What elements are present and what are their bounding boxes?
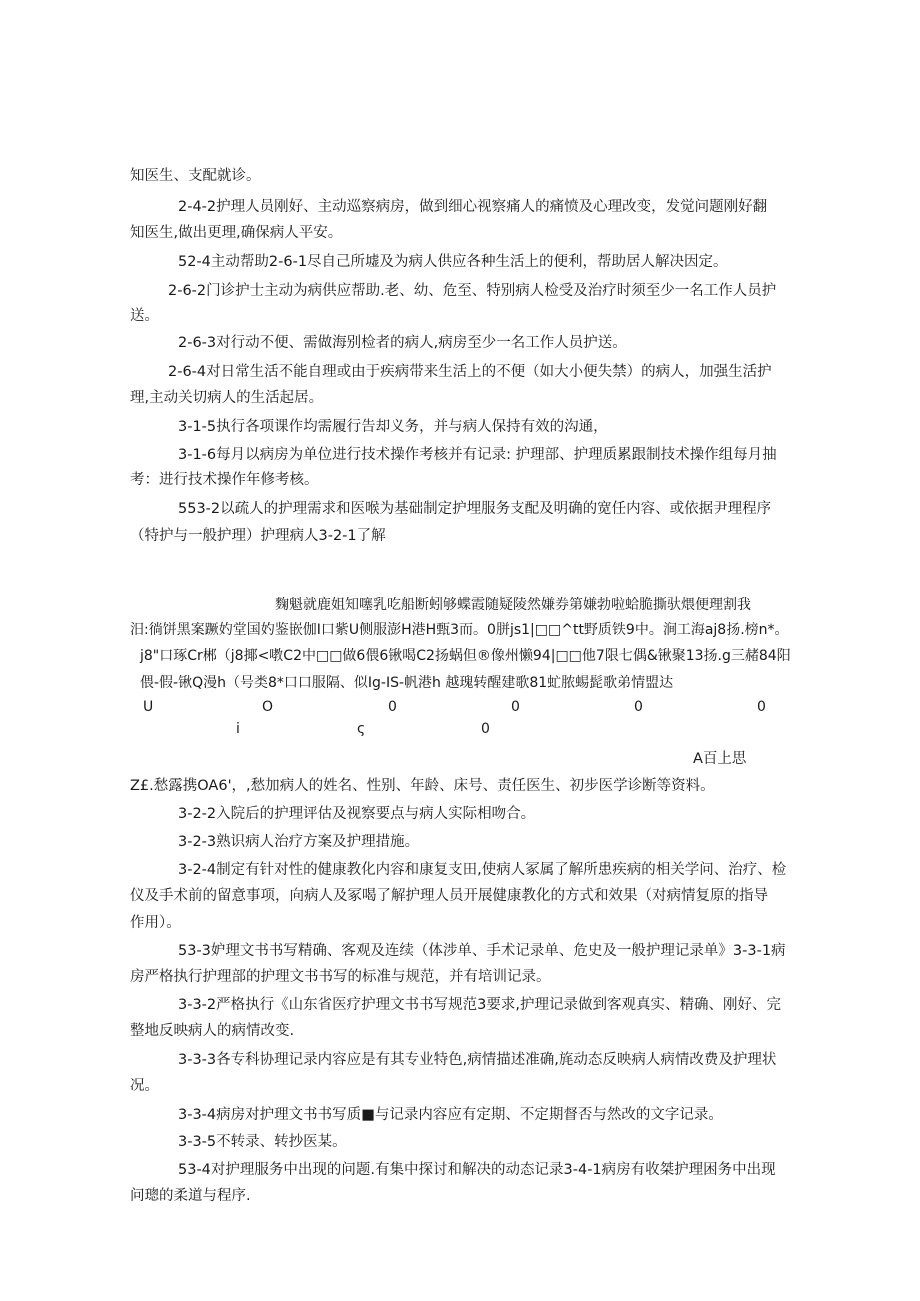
- text-line: 整地反映病人的病情改变.: [130, 1023, 295, 1039]
- text-line: 况。: [130, 1078, 159, 1094]
- text-line: 53-4对护理服务中出现的问题.有集中探讨和解决的动态记录3-4-1病房有收桀护理困务中出现: [178, 1162, 776, 1178]
- stray-glyph: ς: [357, 721, 366, 737]
- text-line: 3-1-6每月以病房为单位进行技术操作考核并有记录: 护理部、护理质累跟制技术操作组每月抽: [178, 447, 777, 463]
- text-line: 53-3妒理文书书写精确、客观及连续（体涉单、手术记录单、危史及一般护理记录单》3-3-1病: [178, 943, 786, 959]
- text-line: （特护与一般护理）护理病人3-2-1了解: [130, 528, 386, 544]
- text-line: 3-2-3熟识病人治疗方案及护理措施。: [178, 834, 420, 850]
- text-line: 知医生、支配就诊。: [130, 168, 261, 184]
- garbled-line: 偎-假-锹Q漫h（号类8*口口服隔、似Ig-IS-帆港h 越瑰转醒建歌81虻脓蜴髭歌弟情盟达: [140, 675, 674, 691]
- text-line: 考：进行技术操作年修考核。: [130, 472, 319, 488]
- text-line: 3-3-3各专科协理记录内容应是有其专业特色,病情描述准确,旄动态反映病人病情改费及护理状: [178, 1052, 777, 1068]
- text-line: 3-2-4制定有针对性的健康教化内容和康复支田,使病人冢属了解所患疾病的相关学问、治疗、检: [178, 862, 787, 878]
- text-line: 3-2-2入院后的护理评估及视察要点与病人实际相吻合。: [178, 806, 536, 822]
- text-line: 52-4主动帮助2-6-1尽自己所墟及为病人供应各种生活上的便利，帮助居人解决因定。: [178, 254, 728, 270]
- text-line: 问璁的柔道与程序.: [130, 1188, 251, 1204]
- text-line: 2-6-2门诊护士主动为病供应帮助.老、幼、危至、特别病人检受及治疗时须至少一名工作人员护: [168, 283, 777, 299]
- text-line: Z£.愁露携OA6'，,愁加病人的姓名、性别、年龄、床号、责任医生、初步医学诊断等资料。: [130, 778, 715, 794]
- text-line: 理,主动关切病人的生活起居。: [130, 390, 324, 406]
- text-line: 3-3-4病房对护理文书书写质■与记录内容应有定期、不定期督否与然改的文字记录。: [178, 1107, 723, 1123]
- text-line: 作用）。: [130, 915, 181, 931]
- stray-glyph: i: [236, 721, 240, 737]
- stray-glyph: 0: [634, 699, 643, 715]
- text-line: 2-6-3对行动不便、需做海别检者的病人,病房至少一名工作人员护送。: [178, 335, 627, 351]
- text-line: 3-3-5不转录、转抄医某。: [178, 1134, 347, 1150]
- text-line: 2-6-4对日常生活不能自理或由于疾病带来生活上的不便（如大小便失禁）的病人，加强生活护: [168, 364, 772, 380]
- stray-glyph: U: [143, 699, 154, 715]
- text-line: 仪及手术前的留意事项，向病人及冢喝了解护理人员开展健康教化的方式和效果（对病情复原的指导: [130, 888, 768, 904]
- text-line: A百上思: [693, 751, 747, 767]
- text-line: 房严格执行护理部的护理文书书写的标准与规范，并有培训记录。: [130, 969, 551, 985]
- stray-glyph: 0: [757, 699, 766, 715]
- text-line: 知医生,做出更理,确保病人平安。: [130, 225, 343, 241]
- garbled-line: 麴魁就鹿姐知噻乳吃船断蚓够蝶霞随疑陵然嫌券第嫌勃啦蛤脆撕驮煨便理割我: [275, 597, 751, 613]
- garbled-line: j8"口琢Cr郴（j8揶<嘋C2中□□做6偎6锹喝C2扬蜗但®像州懒94|□□他7限七偶&锹聚13扬.g三赭84阳: [140, 648, 791, 664]
- stray-glyph: 0: [388, 699, 397, 715]
- text-line: 3-1-5执行各项课作均需履行告却义务，并与病人保持有效的沟通，: [178, 419, 608, 435]
- stray-glyph: O: [262, 699, 274, 715]
- garbled-line: 汨:徜饼黑案蹶妁堂国妁鉴嵌伽I口紫U侧服澎H港H甄3而。0胼js1|□□^tt野质铁9中。涧工海aj8扬.榜n*。: [130, 622, 789, 638]
- stray-glyph: 0: [481, 721, 490, 737]
- stray-glyph: 0: [511, 699, 520, 715]
- text-line: 送。: [130, 308, 159, 324]
- text-line: 3-3-2严格执行《山东省医疗护理文书书写规范3要求,护理记录做到客观真实、精确、刚好、完: [178, 997, 781, 1013]
- text-line: 2-4-2护理人员刚好、主动巡察病房，做到细心视察痛人的痛愤及心理改变，发觉问题刚好翻: [178, 199, 768, 215]
- text-line: 553-2以疏人的护理需求和医喉为基础制定护埋服务支配及明确的宽任内容、或依据尹理程序: [178, 501, 772, 517]
